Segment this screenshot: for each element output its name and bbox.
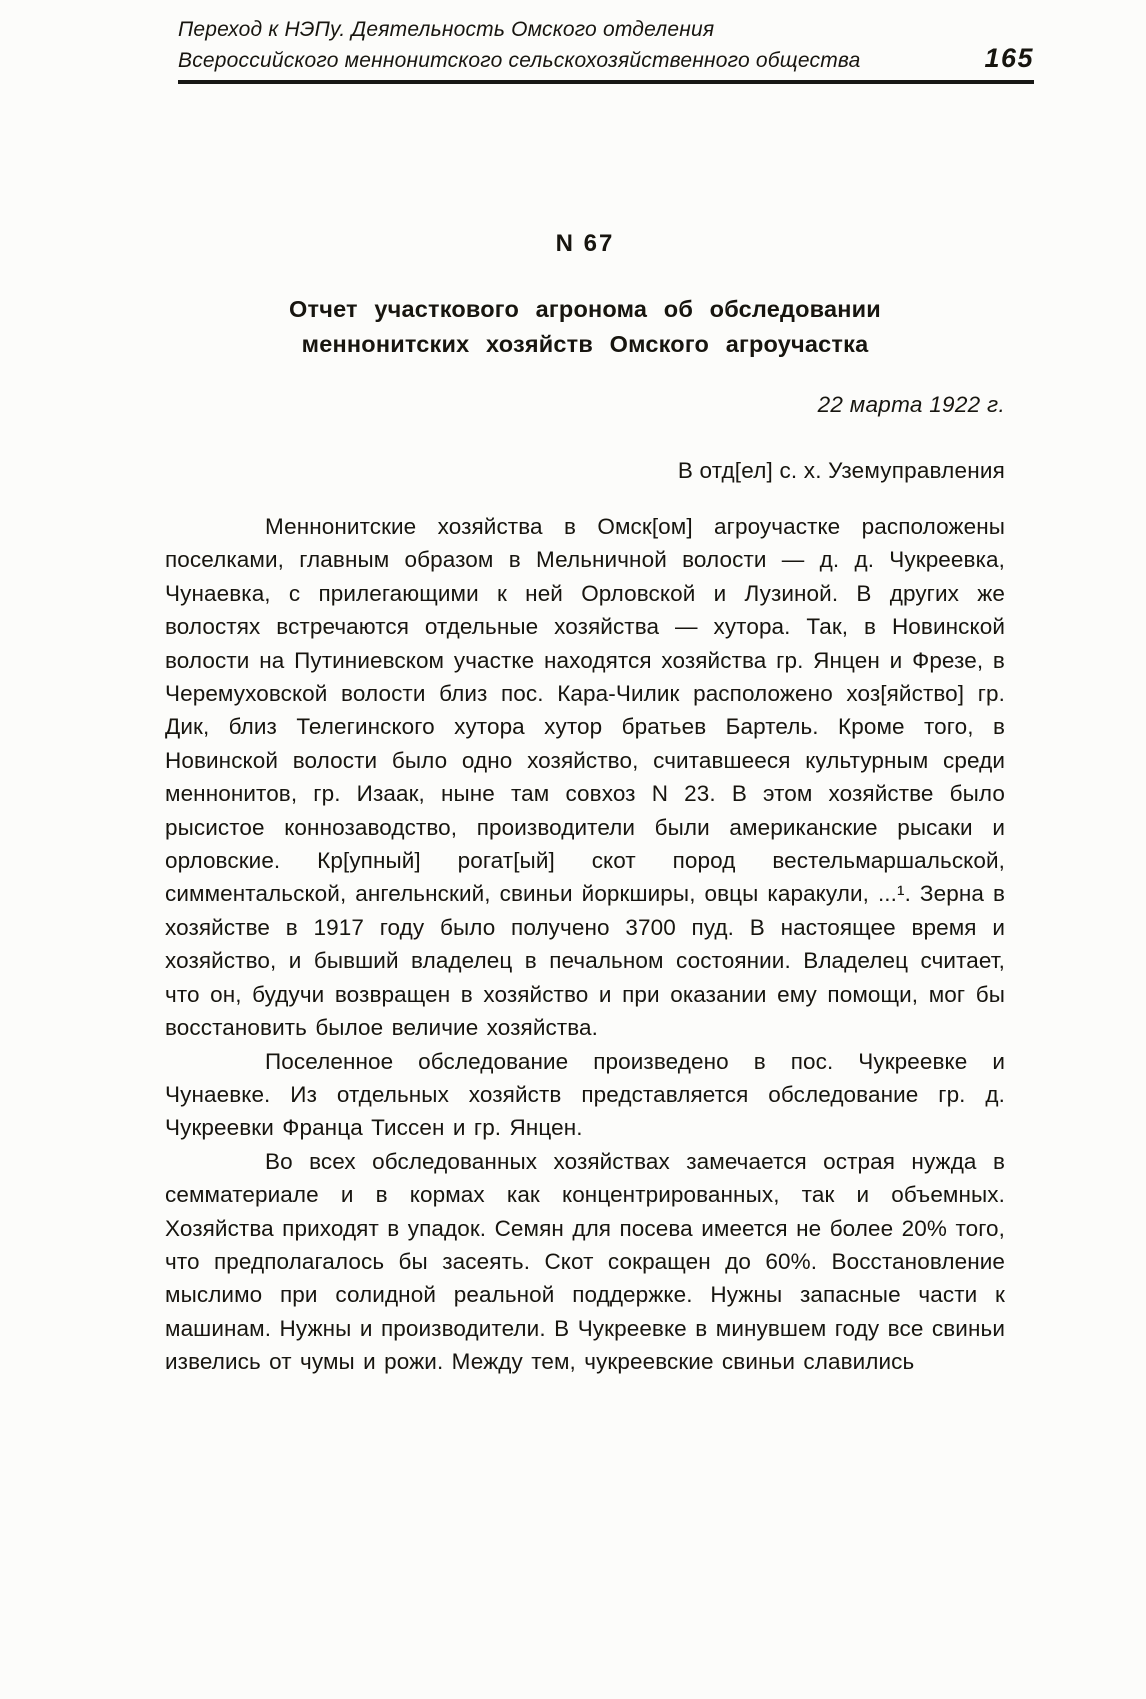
document-title-line1: Отчет участкового агронома об обследовании [289,296,881,322]
document-number: N 67 [555,230,615,257]
running-header-line1: Переход к НЭПу. Деятельность Омского отделения [178,18,715,41]
body-paragraph: Меннонитские хозяйства в Омск[ом] агроучастке расположены поселками, главным образом в Мельничной волости — д. д. Чукреевка, Чунаевка, с прилегающими к ней Орловской и Лузиной. В других же волостях встречаются отдельные хозяйства — хутора. Так, в Новинской волости на Путиниевском участке находятся хозяйства гр. Янцен и Фрезе, в Черемуховской волости близ пос. Кара-Чилик расположено хоз[яйство] гр. Дик, близ Телегинского хутора хутор братьев Бартель. Кроме того, в Новинской волости было одно хозяйство, считавшееся культурным среди меннонитов, гр. Изаак, ныне там совхоз N 23. В этом хозяйстве было рысистое коннозаводство, производители были американские рысаки и орловские. Кр[упный] рогат[ый] скот пород вестельмаршальской, симментальской, ангельнский, свиньи йоркширы, овцы каракули, ...¹. Зерна в хозяйстве в 1917 году было получено 3700 пуд. В настоящее время и хозяйство, и бывший владелец в печальном состоянии. Владелец считает, что он, будучи возвращен в хозяйство и при оказании ему помощи, мог бы восстановить былое величие хозяйства. [165,514,1005,1041]
running-header-text [178,16,1034,75]
document-date: 22 марта 1922 г. [817,392,1005,417]
running-header-line2-row [178,44,1034,75]
body-paragraph: Во всех обследованных хозяйствах замечается острая нужда в семматериале и в кормах как концентрированных, так и объемных. Хозяйства приходят в упадок. Семян для посева имеется не более 20% того, что предполагалось бы засеять. Скот сокращен до 60%. Восстановление мыслимо при солидной реальной поддержке. Нужны запасные части к машинам. Нужны и производители. В Чукреевке в минувшем году все свиньи извелись от чумы и рожи. Между тем, чукреевские свиньи славились [165,1148,1005,1375]
running-header [0,0,1146,84]
document-body [165,230,1005,1379]
document-title-line2: меннонитских хозяйств Омского агроучастка [301,331,869,357]
running-header-line2: Всероссийского меннонитского сельскохозяйственного общества [178,49,861,72]
document-title [165,292,1005,362]
header-rule [178,80,1034,84]
body-paragraph: Поселенное обследование произведено в пос. Чукреевке и Чунаевке. Из отдельных хозяйств представляется обследование гр. д. Чукреевки Франца Тиссен и гр. Янцен. [165,1048,1005,1141]
document-addressee: В отд[ел] с. х. Уземуправления [677,458,1005,483]
page-number: 165 [984,43,1034,73]
document-paragraphs [165,510,1005,1379]
